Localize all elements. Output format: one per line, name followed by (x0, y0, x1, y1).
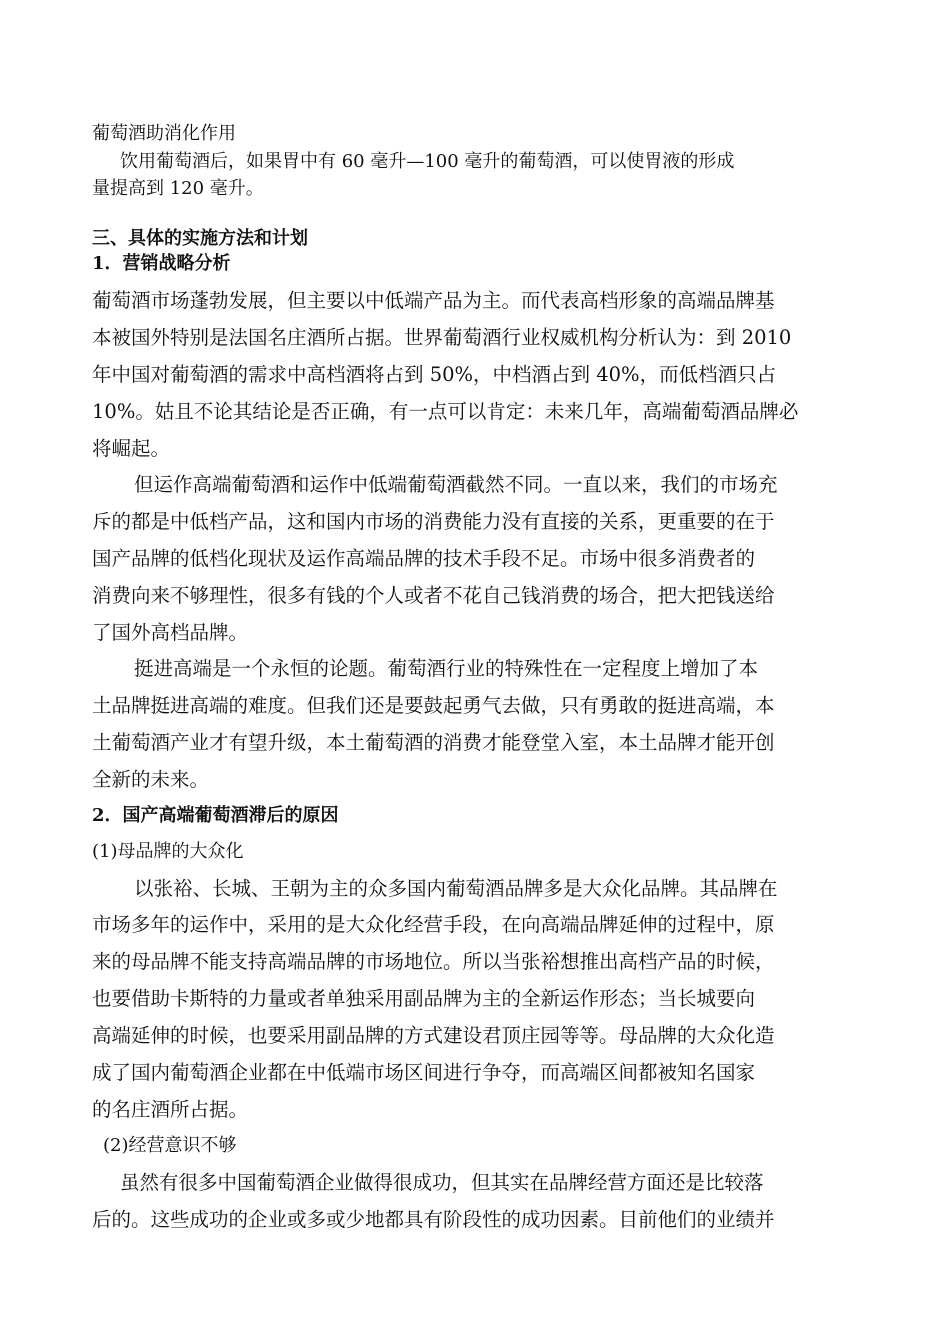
paragraph-line: 挺进高端是一个永恒的论题。葡萄酒行业的特殊性在一定程度上增加了本 (134, 657, 759, 680)
paragraph-line: 市场多年的运作中，采用的是大众化经营手段，在向高端品牌延伸的过程中，原 (92, 913, 775, 936)
section-intro-title: 葡萄酒助消化作用 (92, 123, 236, 144)
paragraph-line: 也要借助卡斯特的力量或者单独采用副品牌为主的全新运作形态；当长城要向 (92, 987, 756, 1010)
paragraph-line: 全新的未来。 (92, 768, 210, 791)
subheading-2: 2．国产高端葡萄酒滞后的原因 (92, 805, 339, 826)
subheading-1: 1．营销战略分析 (92, 253, 231, 274)
paragraph-line: 但运作高端葡萄酒和运作中低端葡萄酒截然不同。一直以来，我们的市场充 (134, 473, 778, 496)
paragraph-line: 斥的都是中低档产品，这和国内市场的消费能力没有直接的关系，更重要的在于 (92, 510, 775, 533)
paragraph-line: 土葡萄酒产业才有望升级，本土葡萄酒的消费才能登堂入室，本土品牌才能开创 (92, 731, 775, 754)
paragraph-line: 的名庄酒所占据。 (92, 1098, 249, 1121)
item-1-title: (1)母品牌的大众化 (92, 841, 244, 862)
paragraph-line: 年中国对葡萄酒的需求中高档酒将占到 50%，中档酒占到 40%，而低档酒只占 (92, 363, 777, 386)
paragraph-line: 土品牌挺进高端的难度。但我们还是要鼓起勇气去做，只有勇敢的挺进高端，本 (92, 694, 775, 717)
paragraph-line: 葡萄酒市场蓬勃发展，但主要以中低端产品为主。而代表高档形象的高端品牌基 (92, 289, 775, 312)
paragraph-line: 消费向来不够理性，很多有钱的个人或者不花自己钱消费的场合，把大把钱送给 (92, 584, 775, 607)
heading-3: 三、具体的实施方法和计划 (92, 228, 308, 249)
paragraph-line: 来的母品牌不能支持高端品牌的市场地位。所以当张裕想推出高档产品的时候， (92, 950, 775, 973)
paragraph-line: 了国外高档品牌。 (92, 621, 249, 644)
paragraph-line: 虽然有很多中国葡萄酒企业做得很成功，但其实在品牌经营方面还是比较落 (120, 1171, 764, 1194)
intro-line: 量提高到 120 毫升。 (92, 178, 264, 199)
paragraph-line: 10%。姑且不论其结论是否正确，有一点可以肯定：未来几年，高端葡萄酒品牌必 (92, 400, 799, 423)
paragraph-line: 以张裕、长城、王朝为主的众多国内葡萄酒品牌多是大众化品牌。其品牌在 (134, 877, 778, 900)
paragraph-line: 后的。这些成功的企业或多或少地都具有阶段性的成功因素。目前他们的业绩并 (92, 1208, 775, 1231)
intro-line: 饮用葡萄酒后，如果胃中有 60 毫升—100 毫升的葡萄酒，可以使胃液的形成 (120, 151, 735, 172)
paragraph-line: 本被国外特别是法国名庄酒所占据。世界葡萄酒行业权威机构分析认为：到 2010 (92, 326, 792, 349)
item-2-title: (2)经营意识不够 (103, 1135, 237, 1156)
paragraph-line: 将崛起。 (92, 437, 171, 460)
paragraph-line: 成了国内葡萄酒企业都在中低端市场区间进行争夺，而高端区间都被知名国家 (92, 1061, 756, 1084)
paragraph-line: 国产品牌的低档化现状及运作高端品牌的技术手段不足。市场中很多消费者的 (92, 547, 756, 570)
paragraph-line: 高端延伸的时候，也要采用副品牌的方式建设君顶庄园等等。母品牌的大众化造 (92, 1024, 775, 1047)
